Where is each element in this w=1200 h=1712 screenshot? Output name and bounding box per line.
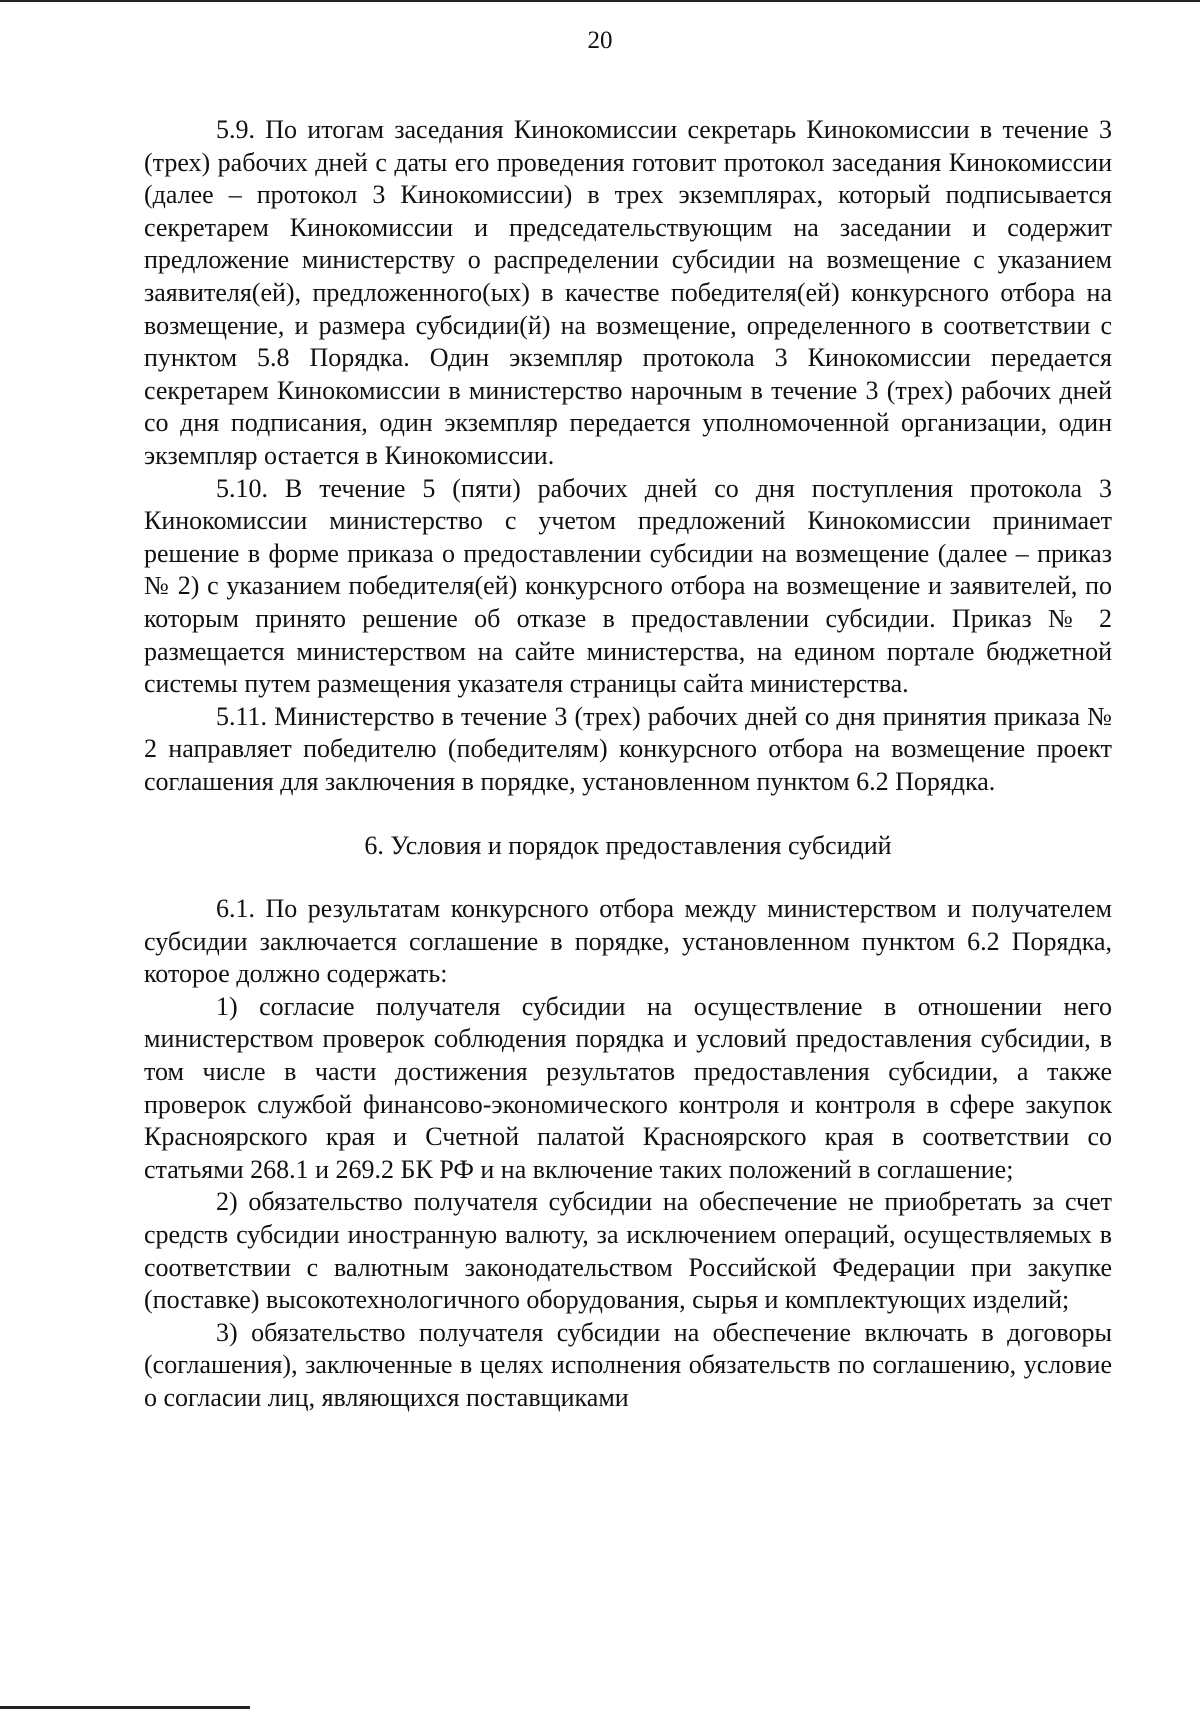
list-item-2: 2) обязательство получателя субсидии на обеспечение не приобретать за счет средств субсидии иностранную валюту, за исключением операций, осуществляемых в соответствии с валютным законодательством Российской Федерации при закупке (поставке) высокотехнологичного оборудования, сырья и комплектующих изделий;	[144, 1187, 1112, 1315]
section-heading: 6. Условия и порядок предоставления субсидий	[364, 831, 892, 861]
paragraph-5-11: 5.11. Министерство в течение 3 (трех) рабочих дней со дня принятия приказа № 2 направляет победителю (победителям) конкурсного отбора на возмещение проект соглашения для заключения в порядке, установленном пунктом 6.2 Порядка.	[144, 701, 1112, 796]
page-number: 20	[587, 27, 613, 54]
document-body	[144, 114, 1112, 1415]
paragraph-6-1: 6.1. По результатам конкурсного отбора между министерством и получателем субсидии заключается соглашение в порядке, установленном пунктом 6.2 Порядка, которое должно содержать:	[144, 894, 1112, 989]
top-scan-border	[0, 0, 1200, 2]
bottom-scan-mark	[0, 1706, 250, 1709]
paragraph-5-10: 5.10. В течение 5 (пяти) рабочих дней со дня поступления протокола 3 Кинокомиссии министерство с учетом предложений Кинокомиссии принимает решение в форме приказа о предоставлении субсидии на возмещение (далее – приказ № 2) с указанием победителя(ей) конкурсного отбора на возмещение и заявителей, по которым принято решение об отказе в предоставлении субсидии. Приказ № 2 размещается министерством на сайте министерства, на едином портале бюджетной системы путем размещения указателя страницы сайта министерства.	[144, 473, 1112, 699]
paragraph-5-9: 5.9. По итогам заседания Кинокомиссии секретарь Кинокомиссии в течение 3 (трех) рабочих дней с даты его проведения готовит протокол заседания Кинокомиссии (далее – протокол 3 Кинокомиссии) в трех экземплярах, который подписывается секретарем Кинокомиссии и председательствующим на заседании и содержит предложение министерству о распределении субсидии на возмещение с указанием заявителя(ей), предложенного(ых) в качестве победителя(ей) конкурсного отбора на возмещение, и размера субсидии(й) на возмещение, определенного в соответствии с пунктом 5.8 Порядка. Один экземпляр протокола 3 Кинокомиссии передается секретарем Кинокомиссии в министерство нарочным в течение 3 (трех) рабочих дней со дня подписания, один экземпляр передается уполномоченной организации, один экземпляр остается в Кинокомиссии.	[144, 115, 1112, 470]
list-item-1: 1) согласие получателя субсидии на осуществление в отношении него министерством проверок соблюдения порядка и условий предоставления субсидии, в том числе в части достижения результатов предоставления субсидии, а также проверок службой финансово-экономического контроля и контроля в сфере закупок Красноярского края и Счетной палатой Красноярского края в соответствии со статьями 268.1 и 269.2 БК РФ и на включение таких положений в соглашение;	[144, 991, 1112, 1184]
list-item-3: 3) обязательство получателя субсидии на обеспечение включать в договоры (соглашения), заключенные в целях исполнения обязательств по соглашению, условие о согласии лиц, являющихся поставщиками	[144, 1317, 1112, 1412]
